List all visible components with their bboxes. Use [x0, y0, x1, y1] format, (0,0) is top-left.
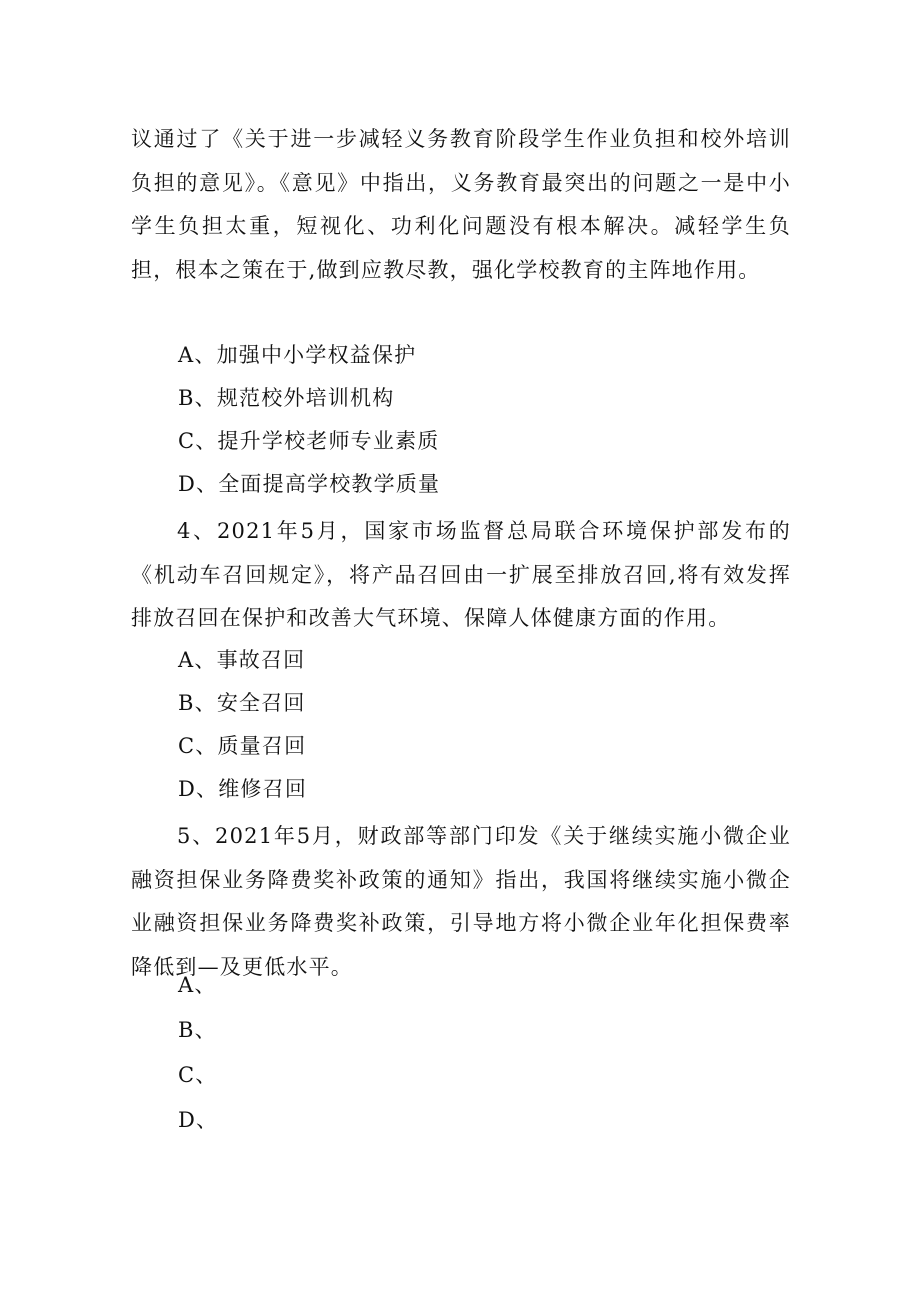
question-5-text: 5、2021年5月，财政部等部门印发《关于继续实施小微企业融资担保业务降费奖补政策的通知》指出，我国将继续实施小微企业融资担保业务降费奖补政策，引导地方将小微企业年化担保费率降低到—及更低水平。 [131, 824, 791, 979]
question-4-option-d: D、维修召回 [178, 777, 308, 801]
question-3-option-d: D、全面提高学校教学质量 [178, 472, 441, 496]
question-3-option-a: A、加强中小学权益保护 [178, 343, 417, 367]
question-4-option-a: A、事故召回 [178, 648, 306, 672]
question-4-text: 4、2021年5月，国家市场监督总局联合环境保护部发布的《机动车召回规定》，将产品召回由一扩展至排放召回,将有效发挥排放召回在保护和改善大气环境、保障人体健康方面的作用。 [131, 519, 791, 630]
question-5-option-a: A、 [178, 973, 217, 997]
question-3-text: 议通过了《关于进一步减轻义务教育阶段学生作业负担和校外培训负担的意见》。《意见》中指出，义务教育最突出的问题之一是中小学生负担太重，短视化、功利化问题没有根本解决。减轻学生负担，根本之策在于,做到应教尽教，强化学校教育的主阵地作用。 [131, 127, 791, 282]
question-4-option-c: C、质量召回 [178, 734, 307, 758]
question-5-option-d: D、 [178, 1108, 219, 1132]
question-4-option-b: B、安全召回 [178, 691, 306, 715]
question-5-option-b: B、 [178, 1018, 217, 1042]
question-3-option-c: C、提升学校老师专业素质 [178, 429, 440, 453]
question-5-option-c: C、 [178, 1063, 218, 1087]
question-3-option-b: B、规范校外培训机构 [178, 386, 395, 410]
